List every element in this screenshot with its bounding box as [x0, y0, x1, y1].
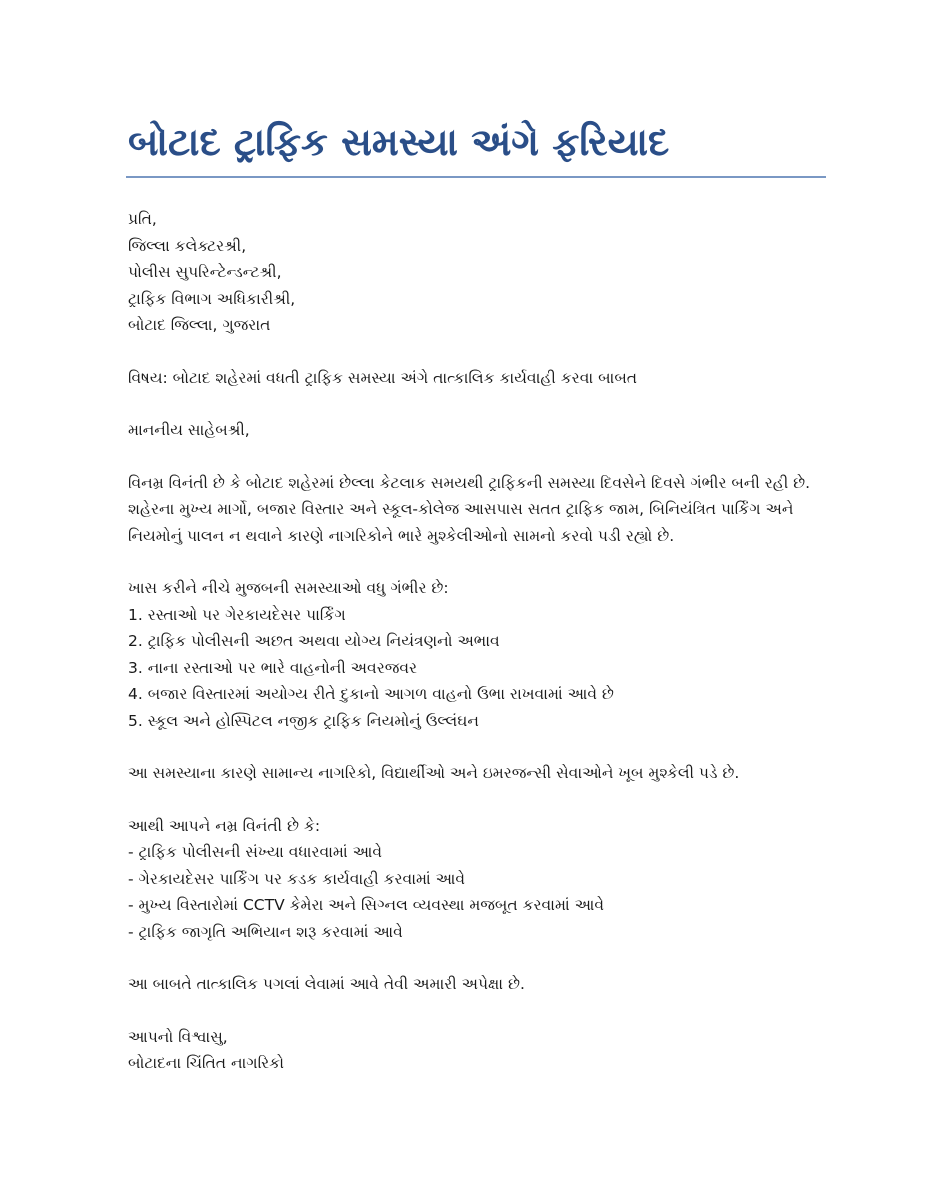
recipient-line: જિલ્લા કલેક્ટરશ્રી,	[128, 236, 247, 255]
subject-block	[128, 365, 824, 392]
salutation: માનનીય સાહેબશ્રી,	[128, 421, 250, 439]
signature-line: બોટાદના ચિંતિત નાગરિકો	[128, 1054, 284, 1072]
recipient-block	[128, 206, 824, 339]
issues-list	[128, 575, 824, 734]
recipient-line: પોલીસ સુપરિન્ટેન્ડન્ટશ્રી,	[128, 263, 282, 281]
impact-line: આ સમસ્યાના કારણે સામાન્ય નાગરિકો, વિદ્યાર્થીઓ અને ઇમરજન્સી સેવાઓને ખૂબ મુશ્કેલી પડે છે.	[128, 764, 740, 782]
requests-heading: આથી આપને નમ્ર વિનંતી છે કે:	[128, 816, 321, 835]
page-title: બોટાદ ટ્રાફિક સમસ્યા અંગે ફરિયાદ	[128, 120, 670, 164]
salutation-block	[128, 417, 824, 444]
subject-line: વિષય: બોટાદ શહેરમાં વધતી ટ્રાફિક સમસ્યા અંગે તાત્કાલિક કાર્યવાહી કરવા બાબત	[128, 368, 638, 387]
list-item: 2. ટ્રાફિક પોલીસની અછત અથવા યોગ્ય નિયંત્રણનો અભાવ	[128, 632, 500, 650]
list-item: 3. નાના રસ્તાઓ પર ભારે વાહનોની અવરજવર	[128, 658, 418, 677]
list-item: - ગેરકાયદેસર પાર્કિંગ પર કડક કાર્યવાહી કરવામાં આવે	[128, 869, 466, 888]
title-divider	[126, 176, 826, 178]
list-item: 4. બજાર વિસ્તારમાં અયોગ્ય રીતે દુકાનો આગળ વાહનો ઉભા રાખવામાં આવે છે	[128, 685, 614, 703]
paragraph-line: વિનમ્ર વિનંતી છે કે બોટાદ શહેરમાં છેલ્લા કેટલાક સમયથી ટ્રાફિકની સમસ્યા દિવસેને દિવસે ગંભીર બની રહી છે.	[128, 473, 811, 492]
expectation-paragraph	[128, 971, 824, 998]
issues-heading: ખાસ કરીને નીચે મુજબની સમસ્યાઓ વધુ ગંભીર છે:	[128, 579, 449, 597]
paragraph-line: નિયમોનું પાલન ન થવાને કારણે નાગરિકોને ભારે મુશ્કેલીઓનો સામનો કરવો પડી રહ્યો છે.	[128, 526, 675, 545]
impact-paragraph	[128, 760, 824, 787]
closing-line: આપનો વિશ્વાસુ,	[128, 1027, 228, 1046]
recipient-line: પ્રતિ,	[128, 210, 157, 228]
recipient-line: બોટાદ જિલ્લા, ગુજરાત	[128, 316, 271, 334]
closing-block	[128, 1024, 824, 1077]
list-item: - મુખ્ય વિસ્તારોમાં CCTV કેમેરા અને સિગ્નલ વ્યવસ્થા મજબૂત કરવામાં આવે	[128, 896, 605, 914]
list-item: 5. સ્કૂલ અને હોસ્પિટલ નજીક ટ્રાફિક નિયમોનું ઉલ્લંઘન	[128, 711, 479, 730]
recipient-line: ટ્રાફિક વિભાગ અધિકારીશ્રી,	[128, 289, 296, 308]
list-item: 1. રસ્તાઓ પર ગેરકાયદેસર પાર્કિંગ	[128, 605, 346, 624]
expectation-line: આ બાબતે તાત્કાલિક પગલાં લેવામાં આવે તેવી અમારી અપેક્ષા છે.	[128, 975, 525, 993]
paragraph-line: શહેરના મુખ્ય માર્ગો, બજાર વિસ્તાર અને સ્કૂલ-કોલેજ આસપાસ સતત ટ્રાફિક જામ, બિનિયંત્રિત પાર્કિંગ અને	[128, 500, 794, 518]
intro-paragraph	[128, 470, 824, 550]
list-item: - ટ્રાફિક પોલીસની સંખ્યા વધારવામાં આવે	[128, 843, 382, 861]
list-item: - ટ્રાફિક જાગૃતિ અભિયાન શરૂ કરવામાં આવે	[128, 922, 403, 941]
requests-list	[128, 813, 824, 946]
